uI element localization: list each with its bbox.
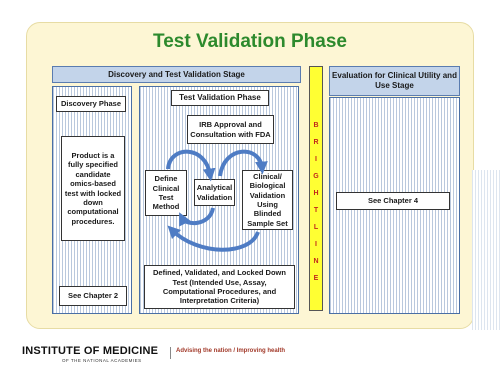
bright-line-letter: H: [313, 190, 319, 197]
test-validation-phase-label: Test Validation Phase: [171, 90, 269, 106]
bright-line-letter: G: [313, 173, 319, 180]
iom-logo: INSTITUTE OF MEDICINE: [22, 345, 159, 357]
bright-line-letter: R: [313, 139, 319, 146]
arrow-analytical-to-clinical: [220, 152, 262, 176]
define-clinical-test-method-box: Define Clinical Test Method: [145, 170, 187, 216]
bright-line-letter: L: [313, 224, 319, 231]
bright-line-letter: I: [315, 156, 317, 163]
locked-down-test-box: Defined, Validated, and Locked Down Test (Intended Use, Assay, Computational Procedures, and Interpretation Criteria): [144, 265, 295, 309]
clinical-utility-stage-header: Evaluation for Clinical Utility and Use Stage: [329, 66, 460, 96]
arrow-define-to-analytical: [168, 152, 210, 175]
slide-title: Test Validation Phase: [153, 31, 347, 52]
bright-line-letter: B: [313, 122, 319, 129]
product-description-box: Product is a fully specified candidate omics-based test with locked down computational procedures.: [61, 136, 125, 241]
bright-line-letter: N: [313, 258, 319, 265]
bright-line-letter: T: [313, 207, 319, 214]
irb-approval-box: IRB Approval and Consultation with FDA: [187, 115, 274, 144]
bright-line-letter: E: [313, 275, 319, 282]
clinical-biological-validation-box: Clinical/ Biological Validation Using Blinded Sample Set: [242, 170, 293, 230]
discovery-validation-stage-header: Discovery and Test Validation Stage: [52, 66, 301, 83]
arrow-analytical-back-to-define: [182, 208, 213, 223]
footer-divider: [170, 347, 171, 359]
discovery-see-chapter-box: See Chapter 2: [59, 286, 127, 306]
footer-tagline: Advising the nation / Improving health: [176, 348, 286, 354]
discovery-phase-label: Discovery Phase: [56, 96, 126, 112]
utility-see-chapter-box: See Chapter 4: [336, 192, 450, 210]
bright-line-letter: I: [315, 241, 317, 248]
analytical-validation-box: Analytical Validation: [194, 179, 235, 206]
iom-logo-subtitle: OF THE NATIONAL ACADEMIES: [62, 358, 142, 363]
arrow-clinical-back-to-define: [172, 230, 258, 250]
